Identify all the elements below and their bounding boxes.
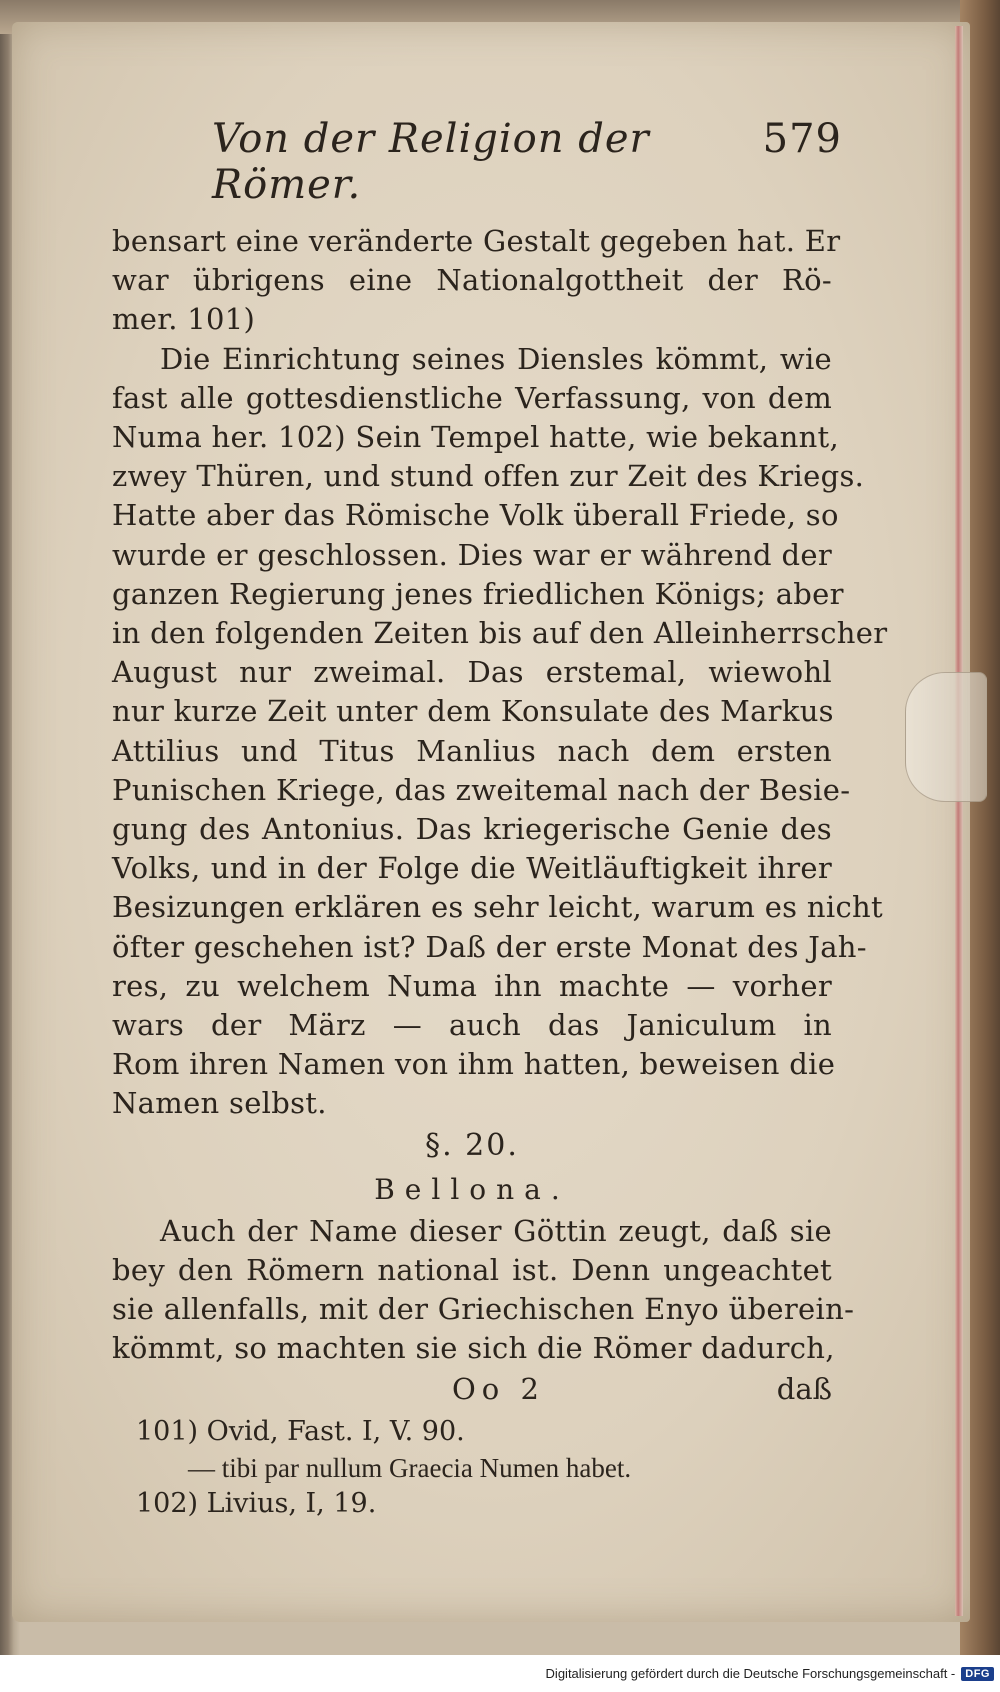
running-head-title: Von der Religion der Römer. — [212, 116, 650, 208]
text-line: war übrigens eine Nationalgottheit der Rö- — [112, 263, 832, 298]
page-clip-tab — [905, 672, 987, 802]
digitization-footer — [0, 1655, 1000, 1692]
section-number: §. 20. — [425, 1127, 519, 1163]
page-red-edge — [955, 26, 963, 1616]
text-line: mer. 101) — [112, 302, 256, 337]
text-line: zwey Thüren, und stund offen zur Zeit des Kriegs. — [112, 459, 865, 494]
text-line: August nur zweimal. Das erstemal, wiewohl — [112, 655, 832, 690]
body-paragraphs-2 — [112, 1212, 855, 1369]
text-line: Hatte aber das Römische Volk überall Friede, so — [112, 498, 839, 533]
text-line: bensart eine veränderte Gestalt gegeben hat. Er — [112, 224, 841, 258]
text-line: Namen selbst. — [112, 1086, 327, 1121]
body-paragraphs — [112, 222, 888, 1124]
section-title: Bellona. — [374, 1172, 570, 1206]
text-line: Numa her. 102) Sein Tempel hatte, wie bekannt, — [112, 420, 840, 455]
signature-mark: Oo 2 — [452, 1372, 545, 1407]
text-line: nur kurze Zeit unter dem Konsulate des Markus — [112, 694, 834, 729]
text-line: bey den Römern national ist. Denn ungeachtet — [112, 1252, 832, 1287]
text-line: in den folgenden Zeiten bis auf den Alleinherrscher — [112, 616, 888, 651]
footnote-101-quote: — tibi par nullum Graecia Numen habet. — [188, 1453, 632, 1484]
text-line: gung des Antonius. Das kriegerische Genie des — [112, 812, 832, 847]
text-line: Punischen Kriege, das zweitemal nach der Besie- — [112, 772, 851, 807]
page-text-area — [112, 116, 888, 1522]
text-line: Besizungen erklären es sehr leicht, warum es nicht — [112, 890, 883, 925]
catchword: daß — [776, 1372, 832, 1407]
text-line: Die Einrichtung seines Diensles kömmt, wie — [160, 341, 832, 376]
text-line: res, zu welchem Numa ihn machte — vorher — [112, 968, 832, 1003]
text-line: kömmt, so machten sie sich die Römer dadurch, — [112, 1331, 835, 1366]
dfg-logo: DFG — [961, 1667, 994, 1681]
page-number: 579 — [762, 116, 842, 162]
text-line: Attilius und Titus Manlius nach dem ersten — [112, 733, 832, 768]
text-line: wars der März — auch das Janiculum in — [112, 1008, 832, 1043]
signature-row — [112, 1370, 832, 1408]
text-line: fast alle gottesdienstliche Verfassung, von dem — [112, 380, 832, 415]
text-line: öfter geschehen ist? Daß der erste Monat des Jah- — [112, 929, 867, 964]
text-line: Auch der Name dieser Göttin zeugt, daß sie — [160, 1213, 832, 1248]
footnotes — [112, 1414, 832, 1522]
text-line: ganzen Regierung jenes friedlichen Königs; aber — [112, 576, 844, 611]
footer-credit: Digitalisierung gefördert durch die Deutsche Forschungsgemeinschaft - — [545, 1666, 956, 1681]
text-line: sie allenfalls, mit der Griechischen Enyo überein- — [112, 1292, 855, 1327]
footnote-102: 102) Livius, I, 19. — [136, 1488, 377, 1520]
text-line: Volks, und in der Folge die Weitläuftigkeit ihrer — [112, 851, 832, 886]
text-line: Rom ihren Namen von ihm hatten, beweisen die — [112, 1047, 836, 1082]
footnote-101: 101) Ovid, Fast. I, V. 90. — [136, 1416, 465, 1448]
running-head — [212, 116, 842, 208]
text-line: wurde er geschlossen. Dies war er während der — [112, 537, 832, 572]
